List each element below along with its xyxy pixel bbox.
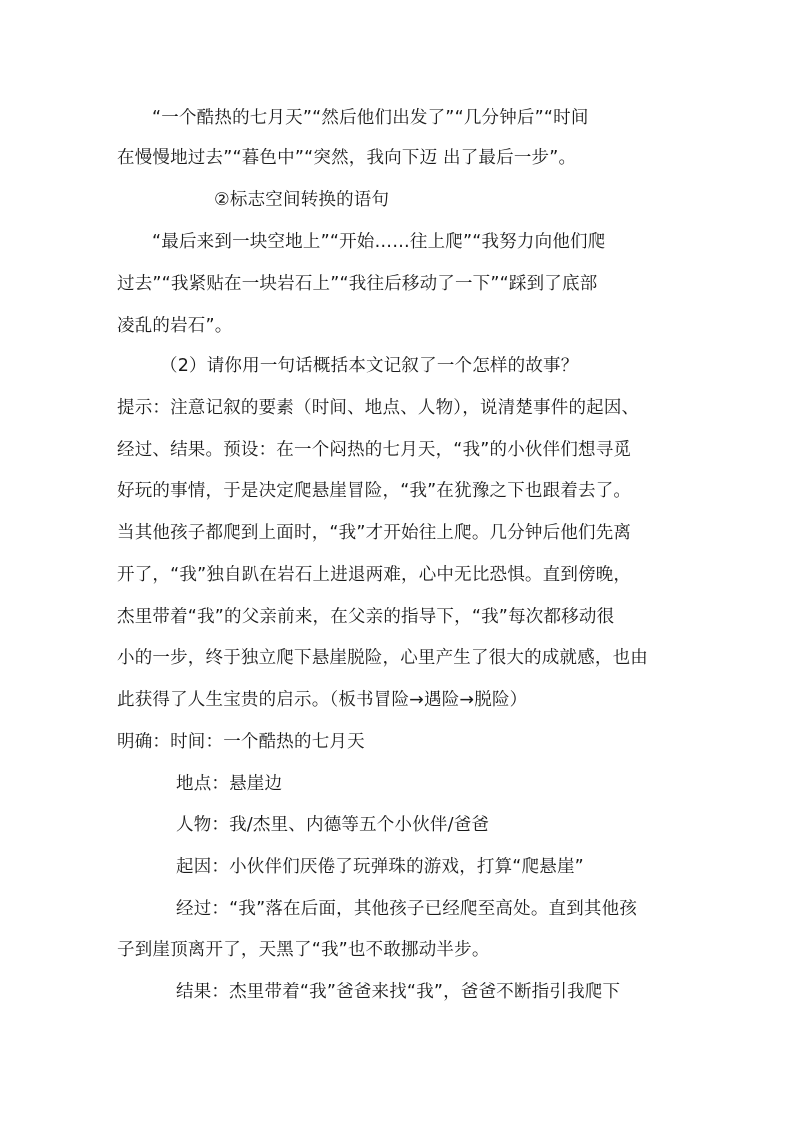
text-line: 开了，“我”独自趴在岩石上进退两难，心中无比恐惧。直到傍晚，	[117, 565, 632, 585]
section-heading: ②标志空间转换的语句	[214, 190, 390, 210]
text-line: 地点：悬崖边	[176, 774, 283, 794]
text-line: 当其他孩子都爬到上面时，“我”才开始往上爬。几分钟后他们先离	[117, 523, 632, 543]
text-line: “最后来到一块空地上”“开始……往上爬”“我努力向他们爬	[152, 232, 606, 252]
text-line: 此获得了人生宝贵的启示。（板书冒险→遇险→脱险）	[117, 690, 528, 710]
text-line: 杰里带着“我”的父亲前来，在父亲的指导下，“我”每次都移动很	[117, 607, 615, 627]
text-line: 小的一步，终于独立爬下悬崖脱险，心里产生了很大的成就感，也由	[117, 648, 648, 668]
question-line: （2）请你用一句话概括本文记叙了一个怎样的故事？	[160, 356, 579, 376]
text-line: 经过：“我”落在后面，其他孩子已经爬至高处。直到其他孩	[176, 899, 638, 919]
text-line: “一个酷热的七月天”“然后他们出发了”“几分钟后”“时间	[152, 108, 589, 128]
text-line: 在慢慢地过去”“暮色中”“突然，我向下迈 出了最后一步”。	[117, 148, 577, 168]
text-line: 人物：我/杰里、内德等五个小伙伴/爸爸	[176, 815, 490, 835]
text-line: 结果：杰里带着“我”爸爸来找“我”，爸爸不断指引我爬下	[176, 982, 621, 1002]
text-line: 提示：注意记叙的要素（时间、地点、人物），说清楚事件的起因、	[117, 398, 640, 418]
text-line: 明确：时间：一个酷热的七月天	[117, 732, 365, 752]
text-line: 凌乱的岩石”。	[117, 316, 233, 336]
text-line: 过去”“我紧贴在一块岩石上”“我往后移动了一下”“踩到了底部	[117, 274, 598, 294]
text-line: 子到崖顶离开了，天黑了“我”也不敢挪动半步。	[117, 940, 490, 960]
text-line: 好玩的事情，于是决定爬悬崖冒险，“我”在犹豫之下也跟着去了。	[117, 481, 632, 501]
text-line: 经过、结果。预设：在一个闷热的七月天，“我”的小伙伴们想寻觅	[117, 440, 632, 460]
text-line: 起因：小伙伴们厌倦了玩弹珠的游戏，打算“爬悬崖”	[176, 857, 584, 877]
